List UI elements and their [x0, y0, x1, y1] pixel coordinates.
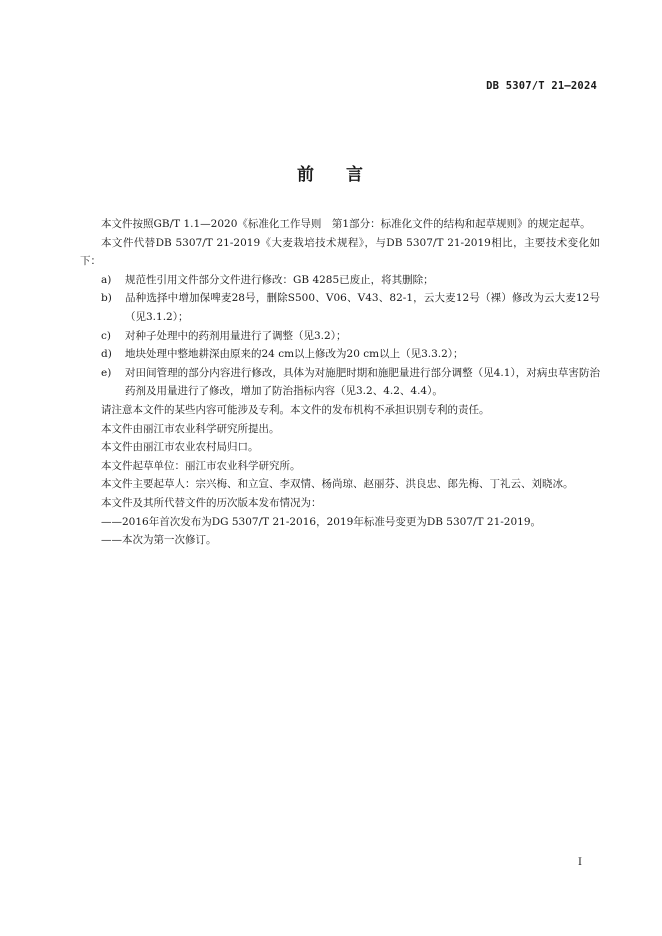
- list-item: [80, 345, 600, 364]
- paragraph-history-intro: 本文件及其所代替文件的历次版本发布情况为：: [101, 496, 322, 509]
- paragraph-patent-notice: 请注意本文件的某些内容可能涉及专利。本文件的发布机构不承担识别专利的责任。: [101, 403, 490, 416]
- list-text: 规范性引用文件部分文件进行修改：GB 4285已废止，将其删除；: [125, 273, 434, 286]
- history-entry: ——2016年首次发布为DG 5307/T 21-2016，2019年标准号变更为DB 5307/T 21-2019。: [101, 515, 542, 528]
- paragraph-managed-by: 本文件由丽江市农业农村局归口。: [101, 441, 259, 454]
- history-entry: ——本次为第一次修订。: [101, 534, 217, 547]
- paragraph-drafting-unit: 本文件起草单位：丽江市农业科学研究所。: [101, 459, 301, 472]
- paragraph-replacement: 本文件代替DB 5307/T 21-2019《大麦栽培技术规程》，与DB 5307/T 21-2019相比，主要技术变化如下：: [80, 236, 600, 268]
- title-part-1: 前: [297, 165, 316, 185]
- title-part-2: 言: [346, 165, 365, 185]
- page-title: [0, 160, 662, 185]
- list-marker: c): [101, 329, 111, 342]
- list-text: 地块处理中整地耕深由原来的24 cm以上修改为20 cm以上（见3.3.2）；: [125, 348, 464, 361]
- paragraph-drafters: 本文件主要起草人：宗兴梅、和立宣、李双情、杨尚琼、赵丽芬、洪良忠、郎先梅、丁礼云、刘晓冰。: [101, 478, 574, 491]
- foreword-body: [80, 215, 600, 550]
- paragraph-proposed-by: 本文件由丽江市农业科学研究所提出。: [101, 422, 280, 435]
- page-number: I: [578, 857, 582, 868]
- paragraph-drafting-rule: 本文件按照GB/T 1.1—2020《标准化工作导则 第1部分：标准化文件的结构和起草规则》的规定起草。: [101, 218, 591, 230]
- list-item: [80, 289, 600, 326]
- list-marker: a): [101, 273, 112, 286]
- list-marker: e): [101, 366, 112, 379]
- list-text: 品种选择中增加保啤麦28号，删除S500、V06、V43、82-1，云大麦12号（裸）修改为云大麦12号（见3.1.2）；: [125, 292, 600, 323]
- list-marker: b): [101, 292, 112, 305]
- document-code: DB 5307/T 21—2024: [486, 80, 597, 92]
- list-text: 对田间管理的部分内容进行修改，具体为对施肥时期和施肥量进行部分调整（见4.1），对病虫草害防治药剂及用量进行了修改，增加了防治指标内容（见3.2、4.2、4.4）。: [125, 366, 600, 398]
- list-item: [80, 364, 600, 401]
- list-item: [80, 327, 600, 346]
- list-item: [80, 271, 600, 290]
- list-text: 对种子处理中的药剂用量进行了调整（见3.2）；: [125, 329, 347, 342]
- list-marker: d): [101, 348, 112, 361]
